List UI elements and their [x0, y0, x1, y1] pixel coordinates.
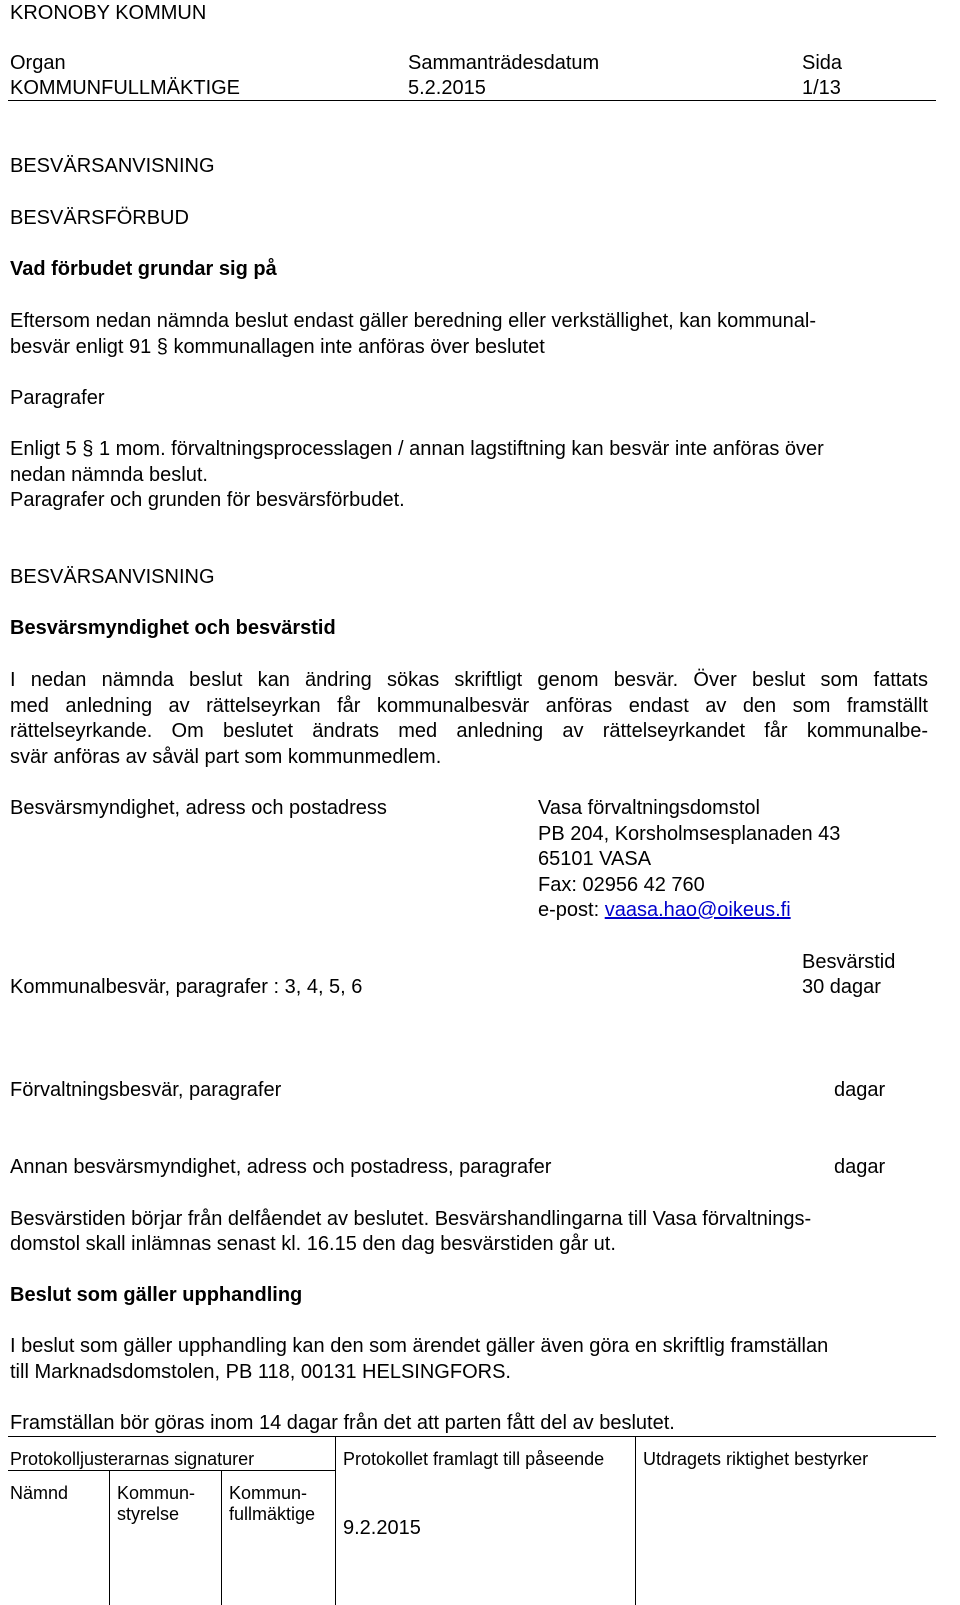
grounds-text-line: besvär enligt 91 § kommunallagen inte anföras över beslutet — [10, 336, 545, 358]
subtitle-authority: Besvärsmyndighet och besvärstid — [10, 617, 336, 639]
header-divider — [8, 100, 936, 101]
municipal-appeal-label: Kommunalbesvär, paragrafer : 3, 4, 5, 6 — [10, 976, 363, 998]
subtitle-grounds: Vad förbudet grundar sig på — [10, 258, 277, 280]
grounds-text-line: Eftersom nedan nämnda beslut endast gäller beredning eller verkställighet, kan kommunal- — [10, 310, 817, 332]
footer-signature-divider — [8, 1470, 335, 1471]
municipality-name: KRONOBY KOMMUN — [10, 2, 207, 24]
authority-text-line: I nedan nämnda beslut kan ändring sökas skriftligt genom besvär. Över beslut som fattats — [10, 669, 928, 691]
page-label: Sida — [802, 52, 843, 74]
procurement-text-line: I beslut som gäller upphandling kan den som ärendet gäller även göra en skriftlig framställan — [10, 1335, 829, 1357]
court-email-line — [538, 897, 791, 923]
page-number: 1/13 — [802, 77, 841, 99]
footer-certified-label: Utdragets riktighet bestyrker — [643, 1449, 869, 1469]
court-fax: Fax: 02956 42 760 — [538, 874, 705, 896]
admin-appeal-label: Förvaltningsbesvär, paragrafer — [10, 1079, 282, 1101]
procurement-text-line: till Marknadsdomstolen, PB 118, 00131 HELSINGFORS. — [10, 1361, 511, 1383]
deadline-text-line: domstol skall inlämnas senast kl. 16.15 den dag besvärstiden går ut. — [10, 1233, 616, 1255]
law-text-line: Enligt 5 § 1 mom. förvaltningsprocesslagen / annan lagstiftning kan besvär inte anföras över — [10, 438, 824, 460]
court-label: Besvärsmyndighet, adress och postadress — [10, 797, 387, 819]
meeting-date-label: Sammanträdesdatum — [408, 52, 600, 74]
court-name: Vasa förvaltningsdomstol — [538, 797, 760, 819]
court-address: PB 204, Korsholmsesplanaden 43 — [538, 823, 841, 845]
section-title-besvarsforbud: BESVÄRSFÖRBUD — [10, 207, 189, 229]
law-text-line: Paragrafer och grunden för besvärsförbudet. — [10, 489, 405, 511]
footer-col-divider — [335, 1436, 336, 1605]
court-email-prefix: e-post: — [538, 899, 605, 921]
footer-col-namnd: Nämnd — [10, 1483, 69, 1503]
section-title-besvarsanvisning: BESVÄRSANVISNING — [10, 155, 215, 177]
footer-sig-divider — [109, 1470, 110, 1605]
court-email-link[interactable]: vaasa.hao@oikeus.fi — [604, 899, 791, 921]
organ-value: KOMMUNFULLMÄKTIGE — [10, 77, 241, 99]
other-appeal-label: Annan besvärsmyndighet, adress och postadress, paragrafer — [10, 1156, 552, 1178]
authority-text-line: rättelseyrkande. Om beslutet ändrats med anledning av rättelseyrkandet får kommunalbe- — [10, 720, 928, 742]
authority-text-line: svär anföras av såväl part som kommunmedlem. — [10, 746, 442, 768]
footer-posted-label: Protokollet framlagt till påseende — [343, 1449, 605, 1469]
organ-label: Organ — [10, 52, 66, 74]
footer-col-fullmaktige: Kommun- — [229, 1483, 308, 1503]
court-postal: 65101 VASA — [538, 848, 652, 870]
footer-sig-divider — [221, 1470, 222, 1605]
footer-signatures-label: Protokolljusterarnas signaturer — [10, 1449, 255, 1469]
procurement-text-line: Framställan bör göras inom 14 dagar från det att parten fått del av beslutet. — [10, 1412, 675, 1434]
meeting-date-value: 5.2.2015 — [408, 77, 486, 99]
footer-posted-date: 9.2.2015 — [343, 1517, 421, 1539]
admin-appeal-days: dagar — [834, 1079, 886, 1101]
footer-col-fullmaktige: fullmäktige — [229, 1504, 316, 1524]
appeal-time-header: Besvärstid — [802, 951, 896, 973]
section-title-besvarsanvisning-2: BESVÄRSANVISNING — [10, 566, 215, 588]
paragraphs-label: Paragrafer — [10, 387, 105, 409]
authority-text-line: med anledning av rättelseyrkan får kommunalbesvär anföras endast av den som framställt — [10, 695, 928, 717]
other-appeal-days: dagar — [834, 1156, 886, 1178]
footer-col-styrelse: styrelse — [117, 1504, 180, 1524]
deadline-text-line: Besvärstiden börjar från delfåendet av beslutet. Besvärshandlingarna till Vasa förvaltnings- — [10, 1208, 812, 1230]
footer-col-styrelse: Kommun- — [117, 1483, 196, 1503]
procurement-title: Beslut som gäller upphandling — [10, 1284, 303, 1306]
municipal-appeal-days: 30 dagar — [802, 976, 881, 998]
law-text-line: nedan nämnda beslut. — [10, 464, 208, 486]
footer-col-divider — [635, 1436, 636, 1605]
footer-top-border — [8, 1436, 936, 1437]
